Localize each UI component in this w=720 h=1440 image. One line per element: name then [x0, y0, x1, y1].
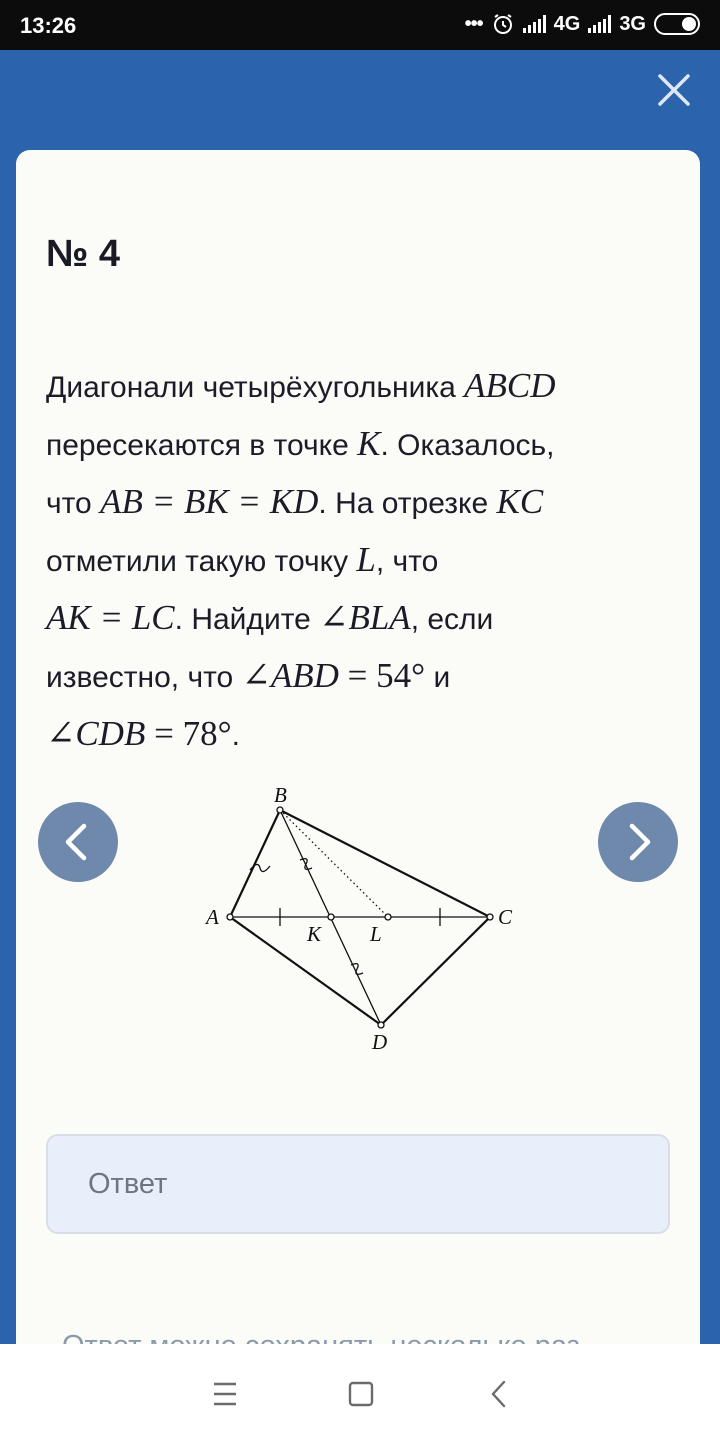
- text-fragment: , что: [375, 545, 439, 578]
- answer-field[interactable]: [46, 1134, 670, 1234]
- text-fragment: что: [46, 487, 101, 520]
- problem-line: [46, 590, 686, 648]
- point-c: [487, 914, 493, 920]
- alarm-icon: [491, 12, 515, 36]
- math-fragment: = 78°: [145, 714, 232, 753]
- more-dots-icon: •••: [464, 12, 483, 35]
- problem-line: [46, 358, 686, 416]
- point-k: [328, 914, 334, 920]
- math-fragment: ∠BLA: [319, 598, 411, 637]
- label-b: B: [274, 783, 287, 807]
- equal-mark-bk: [300, 859, 312, 870]
- text-fragment: . Оказалось,: [380, 429, 555, 462]
- text-fragment: пересекаются в точке: [46, 429, 358, 462]
- problem-line: [46, 648, 686, 706]
- math-fragment: L: [356, 540, 376, 579]
- point-b: [277, 807, 283, 813]
- task-card: [16, 150, 700, 1410]
- chevron-right-icon: [598, 802, 678, 882]
- text-fragment: . Найдите: [174, 603, 320, 636]
- problem-text: [46, 358, 686, 764]
- system-nav-bar: [0, 1344, 720, 1440]
- label-k: K: [307, 922, 322, 946]
- chevron-left-icon: [38, 802, 118, 882]
- problem-line: [46, 474, 686, 532]
- label-c: C: [498, 905, 513, 929]
- math-fragment: = 54°: [338, 656, 426, 695]
- text-fragment: , если: [410, 603, 494, 636]
- label-a: A: [206, 905, 219, 929]
- signal-icon: [588, 15, 611, 33]
- menu-button[interactable]: [205, 1374, 245, 1414]
- math-fragment: ∠CDB: [46, 714, 146, 753]
- segment-bl: [280, 810, 388, 917]
- label-l: L: [370, 922, 382, 946]
- math-fragment: K: [357, 424, 381, 463]
- back-icon: [479, 1374, 519, 1414]
- home-button[interactable]: [341, 1374, 381, 1414]
- prev-task-button[interactable]: [38, 802, 118, 882]
- signal-icon: [523, 15, 546, 33]
- text-fragment: . На отрезке: [318, 487, 497, 520]
- next-task-button[interactable]: [598, 802, 678, 882]
- point-a: [227, 914, 233, 920]
- status-bar: [0, 0, 720, 50]
- text-fragment: .: [231, 719, 240, 752]
- math-fragment: ABCD: [464, 366, 556, 405]
- text-fragment: отметили такую точку: [46, 545, 357, 578]
- label-d: D: [372, 1030, 388, 1054]
- menu-icon: [205, 1374, 245, 1414]
- text-fragment: и: [425, 661, 451, 694]
- math-fragment: AK = LC: [46, 598, 175, 637]
- math-fragment: KC: [496, 482, 544, 521]
- network-3g-label: 3G: [619, 12, 646, 35]
- home-square-icon: [341, 1374, 381, 1414]
- network-4g-label: 4G: [553, 12, 581, 35]
- back-button[interactable]: [479, 1374, 519, 1414]
- status-time: 13:26: [20, 13, 77, 38]
- problem-line: [46, 532, 686, 590]
- math-fragment: ∠ABD: [241, 656, 339, 695]
- battery-icon: [654, 13, 700, 35]
- math-fragment: AB = BK = KD: [100, 482, 319, 521]
- status-icons: [465, 12, 700, 36]
- geometry-figure: [204, 780, 524, 1060]
- text-fragment: известно, что: [46, 661, 242, 694]
- task-number: № 4: [46, 233, 121, 275]
- answer-input[interactable]: [88, 1162, 628, 1206]
- text-fragment: Диагонали четырёхугольника: [46, 371, 465, 404]
- close-button[interactable]: [654, 70, 694, 110]
- close-icon: [654, 70, 694, 110]
- point-l: [385, 914, 391, 920]
- point-d: [378, 1022, 384, 1028]
- problem-line: [46, 706, 686, 764]
- problem-line: [46, 416, 686, 474]
